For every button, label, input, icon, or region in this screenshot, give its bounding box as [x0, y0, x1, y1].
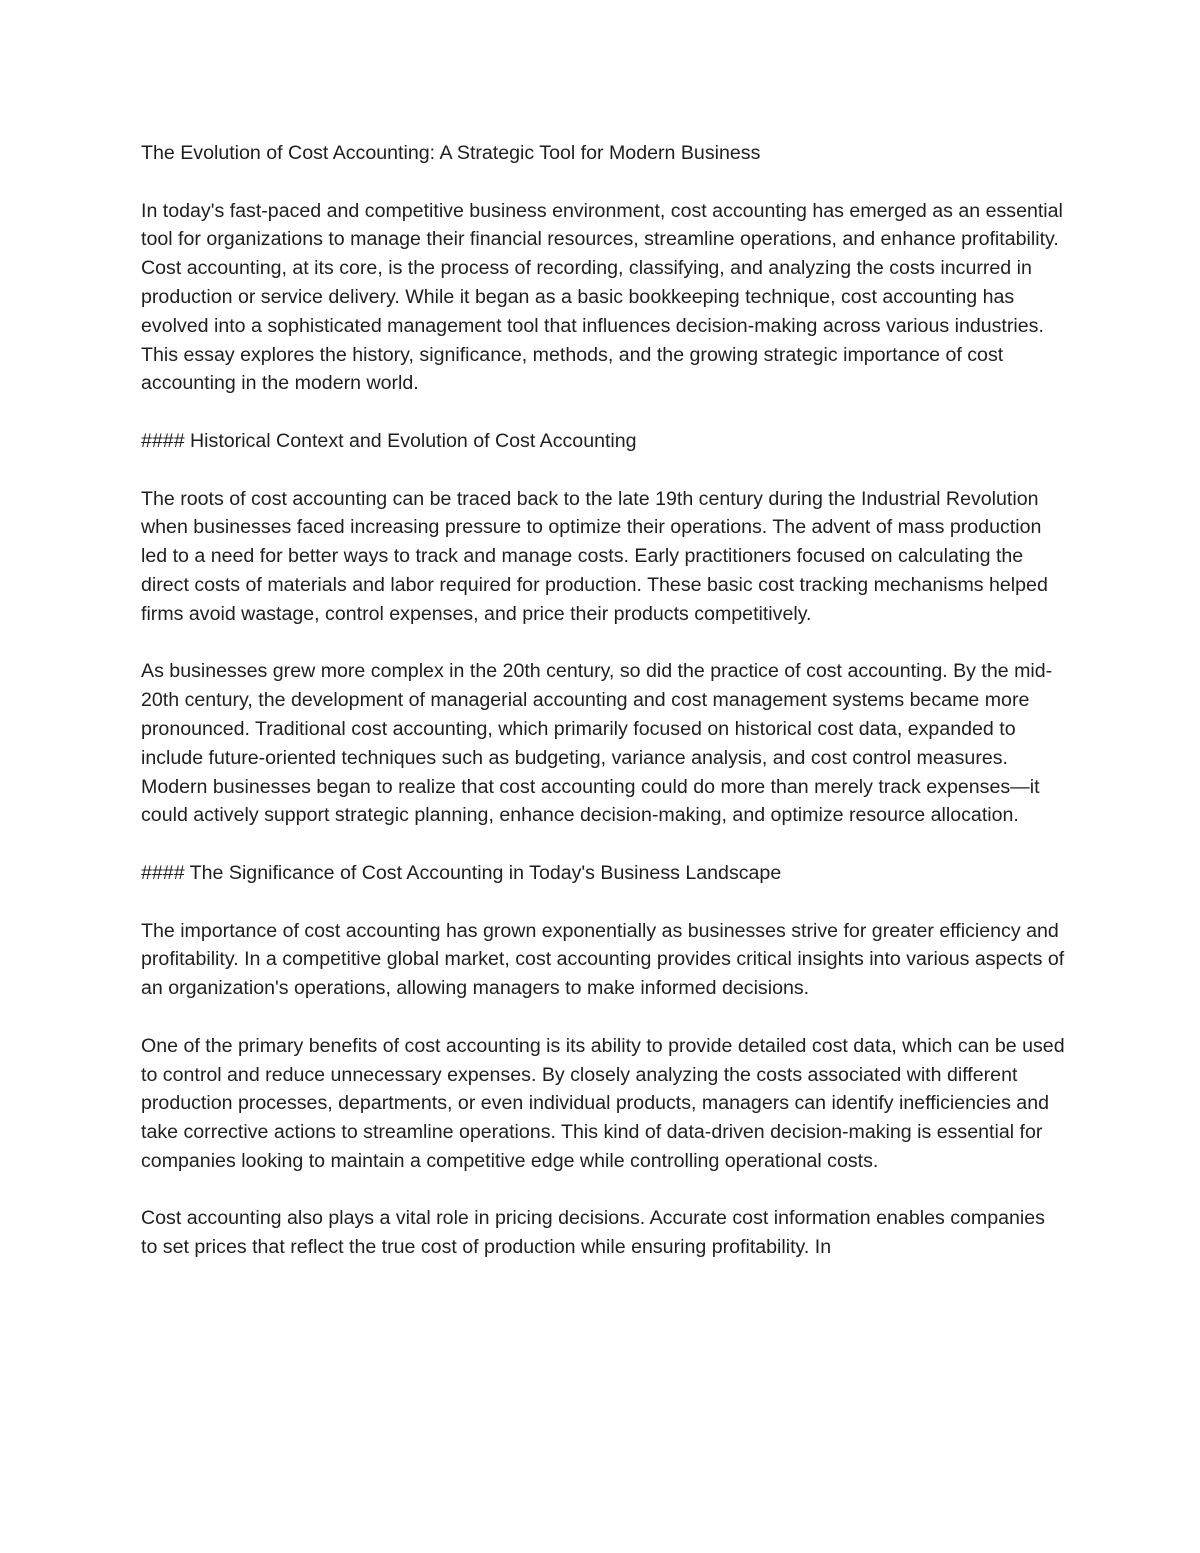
paragraph-primary-benefits: One of the primary benefits of cost accounting is its ability to provide detailed cost data, which can be used to control and reduce unnecessary expenses. By closely analyzing the costs associated with different production processes, departments, or even individual products, managers can identify inefficiencies and take corrective actions to streamline operations. This kind of data-driven decision-making is essential for companies looking to maintain a competitive edge while controlling operational costs. [141, 1034, 1065, 1172]
section-heading-historical-context: #### Historical Context and Evolution of Cost Accounting [141, 429, 637, 452]
section-heading-significance: #### The Significance of Cost Accounting in Today's Business Landscape [141, 861, 782, 884]
paragraph-importance: The importance of cost accounting has grown exponentially as businesses strive for greater efficiency and profitability. In a competitive global market, cost accounting provides critical insights into various aspects of an organization's operations, allowing managers to make informed decisions. [141, 919, 1065, 1000]
intro-paragraph: In today's fast-paced and competitive business environment, cost accounting has emerged as an essential tool for organizations to manage their financial resources, streamline operations, and enhance profitability. Cost accounting, at its core, is the process of recording, classifying, and analyzing the costs incurred in production or service delivery. While it began as a basic bookkeeping technique, cost accounting has evolved into a sophisticated management tool that influences decision-making across various industries. This essay explores the history, significance, methods, and the growing strategic importance of cost accounting in the modern world. [141, 199, 1063, 395]
document-page [141, 139, 1066, 1291]
paragraph-pricing-decisions: Cost accounting also plays a vital role in pricing decisions. Accurate cost information enables companies to set prices that reflect the true cost of production while ensuring profitability. In [141, 1207, 1045, 1259]
document-title: The Evolution of Cost Accounting: A Strategic Tool for Modern Business [141, 142, 761, 164]
paragraph-roots-of-cost-accounting: The roots of cost accounting can be traced back to the late 19th century during the Industrial Revolution when businesses faced increasing pressure to optimize their operations. The advent of mass production led to a need for better ways to track and manage costs. Early practitioners focused on calculating the direct costs of materials and labor required for production. These basic cost tracking mechanisms helped firms avoid wastage, control expenses, and price their products competitively. [141, 487, 1048, 625]
paragraph-20th-century-growth: As businesses grew more complex in the 20th century, so did the practice of cost accounting. By the mid-20th century, the development of managerial accounting and cost management systems became more pronounced. Traditional cost accounting, which primarily focused on historical cost data, expanded to include future-oriented techniques such as budgeting, variance analysis, and cost control measures. Modern businesses began to realize that cost accounting could do more than merely track expenses—it could actively support strategic planning, enhance decision-making, and optimize resource allocation. [141, 660, 1053, 827]
